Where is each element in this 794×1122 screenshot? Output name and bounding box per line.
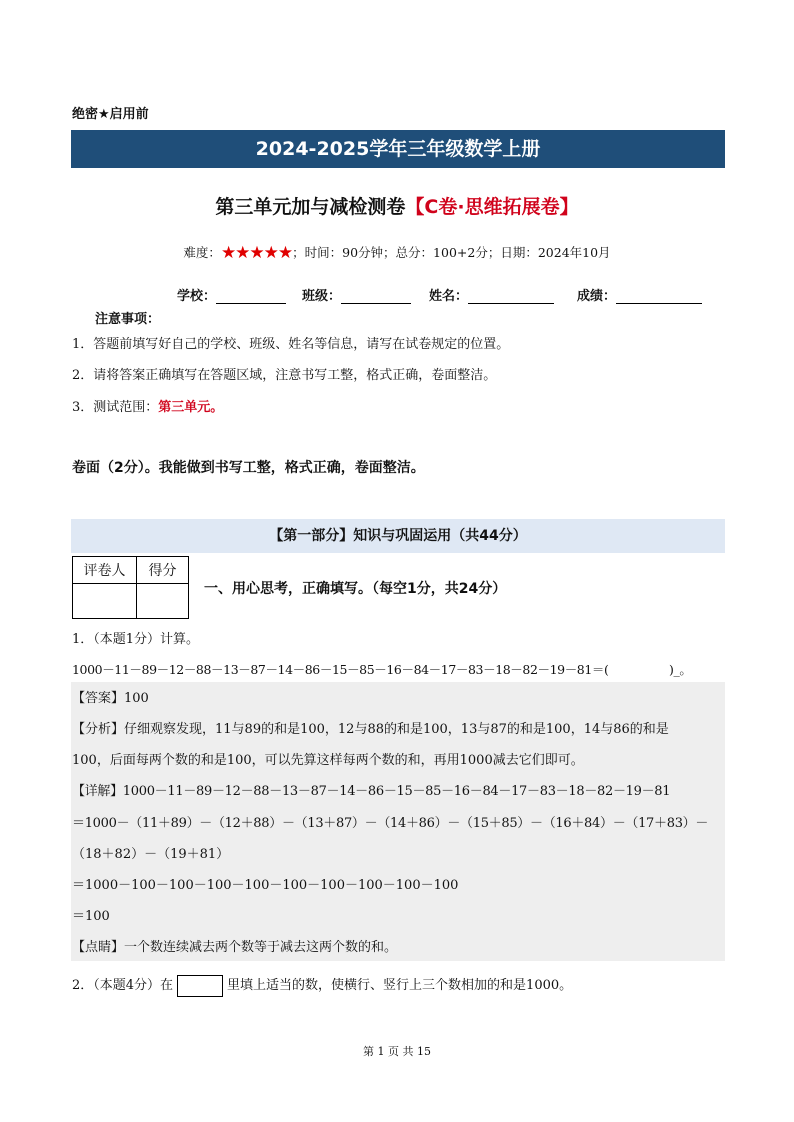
section-one-title: 一、用心思考，正确填写。（每空1分，共24分） — [204, 581, 507, 597]
name-field — [429, 285, 554, 304]
subtitle-main: 第三单元加与减检测卷 — [215, 196, 406, 218]
detail-line-2: ＝1000－（11＋89）－（12＋88）－（13＋87）－（14＋86）－（15＋85）－（16＋84）－（17＋83）－ — [72, 816, 709, 831]
grader-cell[interactable] — [73, 584, 137, 619]
difficulty-label: 难度： — [183, 245, 221, 260]
difficulty-stars-icon: ★★★★★ — [220, 243, 293, 263]
score-label: 成绩： — [577, 289, 617, 304]
exam-banner-title: 2024-2025学年三年级数学上册 — [71, 130, 725, 168]
class-label: 班级： — [302, 289, 342, 304]
name-label: 姓名： — [429, 289, 469, 304]
answer-box[interactable] — [177, 975, 223, 997]
exam-meta-line — [0, 243, 794, 263]
question-2 — [72, 974, 572, 997]
answer-line: 【答案】100 — [72, 691, 149, 706]
exam-meta-info: ；时间：90分钟；总分：100+2分；日期：2024年10月 — [292, 245, 611, 260]
part-one-header: 【第一部分】知识与巩固运用（共44分） — [71, 519, 725, 553]
question-1-expression: 1000－11－89－12－88－13－87－14－86－15－85－16－84－17－83－18－82－19－81＝( )_。 — [72, 662, 692, 677]
school-blank[interactable] — [216, 289, 286, 304]
notice-item-1: 1．答题前填写好自己的学校、班级、姓名等信息，请写在试卷规定的位置。 — [72, 337, 510, 352]
name-blank[interactable] — [468, 289, 554, 304]
tip-line: 【点睛】一个数连续减去两个数等于减去这两个数的和。 — [72, 940, 398, 955]
school-field — [177, 285, 286, 304]
notice-item-3-label: 3．测试范围： — [72, 400, 159, 415]
question-2-prefix: 2．（本题4分）在 — [72, 978, 174, 993]
grader-table — [72, 556, 189, 619]
detail-line-4: ＝1000－100－100－100－100－100－100－100－100－100 — [72, 878, 459, 893]
class-field — [302, 285, 411, 304]
exam-subtitle — [0, 192, 794, 219]
class-blank[interactable] — [341, 289, 411, 304]
detail-line-1: 【详解】1000－11－89－12－88－13－87－14－86－15－85－16－84－17－83－18－82－19－81 — [72, 784, 671, 799]
score-field — [577, 285, 702, 304]
subtitle-volume-tag: 【C卷·思维拓展卷】 — [405, 196, 579, 218]
detail-line-3: （18＋82）－（19＋81） — [72, 847, 230, 862]
test-scope: 第三单元。 — [158, 400, 224, 415]
analysis-line-1: 【分析】仔细观察发现，11与89的和是100，12与88的和是100，13与87的和是100，14与86的和是 — [72, 722, 669, 737]
neatness-statement: 卷面（2分）。我能做到书写工整，格式正确，卷面整洁。 — [72, 460, 425, 476]
score-header: 得分 — [137, 557, 189, 584]
analysis-line-2: 100，后面每两个数的和是100，可以先算这样每两个数的和，再用1000减去它们即可。 — [72, 753, 584, 768]
question-2-suffix: 里填上适当的数，使横行、竖行上三个数相加的和是1000。 — [227, 978, 573, 993]
confidential-label: 绝密★启用前 — [72, 107, 149, 122]
score-blank[interactable] — [616, 289, 702, 304]
score-cell[interactable] — [137, 584, 189, 619]
notice-item-3 — [72, 396, 223, 415]
page-footer: 第 1 页 共 15 — [363, 1045, 431, 1058]
grader-header: 评卷人 — [73, 557, 137, 584]
school-label: 学校： — [177, 289, 217, 304]
notice-item-2: 2．请将答案正确填写在答题区域，注意书写工整，格式正确，卷面整洁。 — [72, 368, 497, 383]
question-1-title: 1．（本题1分）计算。 — [72, 632, 200, 647]
detail-line-5: ＝100 — [72, 909, 110, 924]
notice-title: 注意事项： — [95, 312, 161, 327]
